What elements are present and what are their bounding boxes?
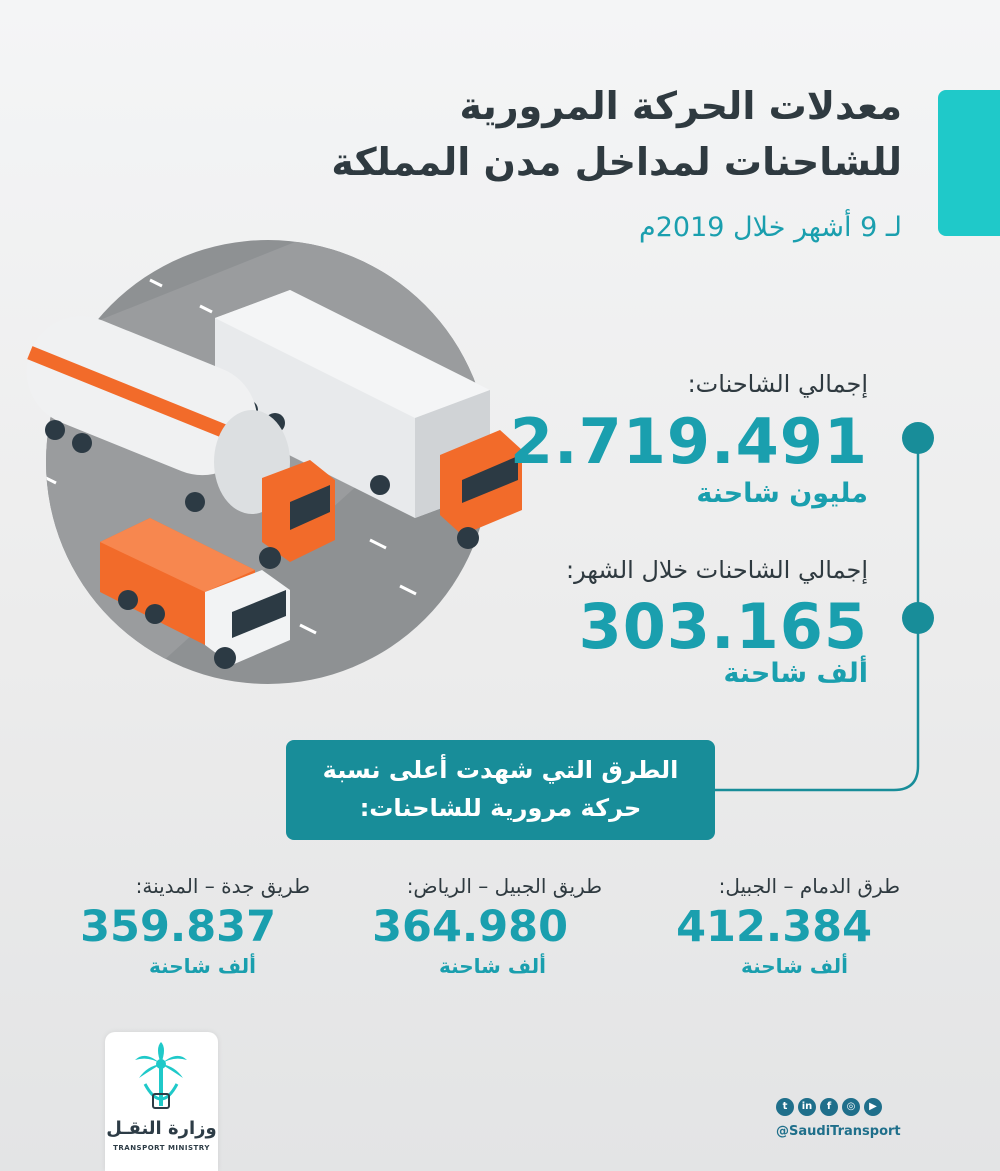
top-roads-heading-box	[286, 740, 715, 840]
road-stat-jubail-riyadh	[362, 874, 602, 978]
road-unit: ألف شاحنة	[148, 954, 256, 978]
top-roads-heading-line-1: الطرق التي شهدت أعلى نسبة	[322, 756, 679, 784]
ministry-name-en: TRANSPORT MINISTRY	[113, 1144, 210, 1152]
palm-swords-icon	[105, 1032, 218, 1122]
road-unit: ألف شاحنة	[740, 954, 848, 978]
total-trucks-value: 2.719.491	[509, 405, 868, 478]
ministry-name-ar: وزارة النقـل	[106, 1118, 217, 1139]
timeline-dot-2	[902, 602, 934, 634]
monthly-trucks-value: 303.165	[578, 590, 868, 663]
social-handle[interactable]: @SaudiTransport	[776, 1124, 901, 1139]
top-roads-heading-line-2: حركة مرورية للشاحنات:	[359, 794, 642, 822]
total-trucks-unit: مليون شاحنة	[696, 478, 868, 509]
monthly-trucks-unit: ألف شاحنة	[723, 658, 868, 689]
ministry-logo-card	[105, 1032, 218, 1171]
road-label: طريق جدة – المدينة:	[135, 874, 310, 898]
linkedin-icon[interactable]: in	[798, 1098, 816, 1116]
social-icons	[776, 1098, 882, 1116]
facebook-icon[interactable]: f	[820, 1098, 838, 1116]
road-stat-dammam-jubail	[660, 874, 900, 978]
road-unit: ألف شاحنة	[438, 954, 546, 978]
title-line-1: معدلات الحركة المرورية	[459, 84, 902, 128]
instagram-icon[interactable]: ◎	[842, 1098, 860, 1116]
twitter-icon[interactable]: t	[776, 1098, 794, 1116]
road-label: طرق الدمام – الجبيل:	[718, 874, 900, 898]
monthly-trucks-label: إجمالي الشاحنات خلال الشهر:	[566, 556, 868, 584]
road-value: 364.980	[372, 902, 568, 952]
road-stat-jeddah-madinah	[70, 874, 310, 978]
road-label: طريق الجبيل – الرياض:	[406, 874, 602, 898]
timeline-dot-1	[902, 422, 934, 454]
road-value: 359.837	[80, 902, 276, 952]
title-line-2: للشاحنات لمداخل مدن المملكة	[331, 140, 902, 184]
youtube-icon[interactable]: ▶	[864, 1098, 882, 1116]
page-subtitle: لـ 9 أشهر خلال 2019م	[639, 212, 902, 243]
road-value: 412.384	[676, 902, 872, 952]
total-trucks-label: إجمالي الشاحنات:	[687, 370, 868, 398]
